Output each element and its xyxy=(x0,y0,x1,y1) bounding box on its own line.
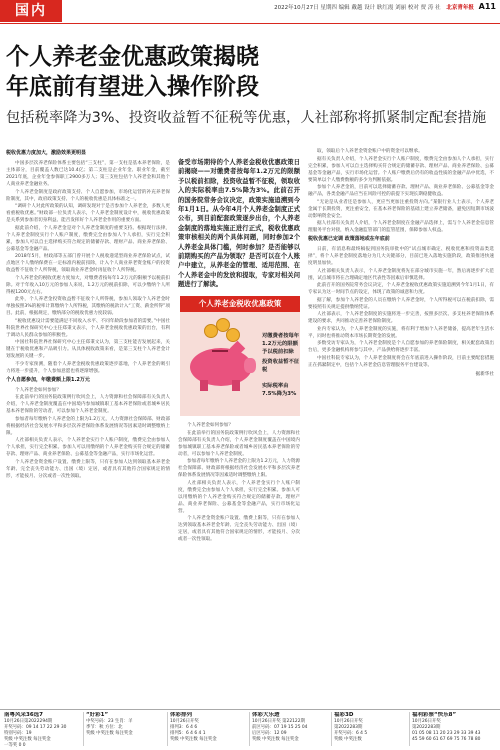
lottery-line: 奖级 中奖注数 每注奖金 xyxy=(252,737,299,742)
lottery-line: 10月26日开奖 xyxy=(412,719,441,724)
lottery-title: 体彩大乐透 xyxy=(252,712,280,718)
lottery-line: 排列3：6 4 6 xyxy=(170,725,198,730)
policy-infobox xyxy=(180,296,300,416)
paragraph: 中国多层次养老保险体系主要包括“三支柱”，第一支柱是基本养老保险，是主体部分，目前覆盖人数已达10.4亿；第二支柱是企业年金、职业年金，截至2021年底，企业年金参保职工2900多万人；第三支柱包括个人养老金和其他个人商业养老金融业务。 xyxy=(6,161,170,187)
paragraph: 不少专家预测，随着个人养老金税收优惠政策逐步落地，个人养老金的吸引力将进一步提升，个人参加意愿也将逐渐增强。 xyxy=(6,361,170,374)
section-tag: 国内 xyxy=(0,0,62,22)
lottery-title: “好彩1” xyxy=(86,712,109,718)
lottery-line: 01 05 08 11 20 23 29 33 39 43 xyxy=(412,731,481,736)
paragraph: 据了解，参加个人养老金的人员在缴纳个人养老金时，个人所得税可以在税前扣除，需要按照有关规定提供缴纳凭证。 xyxy=(308,297,494,310)
paragraph: 人社部相关负责人表示，个人养老金实行个人账户制度，缴费完全由参加人个人承担，实行完全积累。参加人可以用缴纳的个人养老金购买符合规定的储蓄存款、理财产品、商业养老保险、公募基金等金融产品，实行市场化运营。 xyxy=(178,480,300,514)
paragraph: 人社部相关负责人表示，个人养老金制度将先在部分城市实施一年，然后再逐步扩大范围，试点城市将在合理确定地区代表性等因素后审慎选择。 xyxy=(308,268,494,281)
paragraph: 取，领取后个人养老金资金账户中的资金可以继承。 xyxy=(317,149,423,154)
lottery-line: 奖级 中奖注数 xyxy=(334,737,362,742)
lottery-line: 45 59 60 61 67 69 75 76 78 80 xyxy=(412,737,481,742)
article-lead: 备受市场期待的个人养老金税收优惠政策日前揭晓——对缴费者按每年1.2万元的限额予以税前扣除，投资收益暂不征税，领取收入的实际税率由7.5%降为3%。此前召开的国务院常务会议决定，政策实施追溯到今年1月1日。从今年4月个人养老金制度正式公布，到目前配套政策逐步出台，个人养老金制度的落地实施正进行正式，税收优惠政策审核相关的两个具体问题，同时参加2个人养老金具体门槛，何时参加？是否能够以前期购买的产品为领取？是否可以在个人账户中建立，从养老金的管理、适用范围、在个人养老金中的发放和提取，专家对相关问题进行了解读。 xyxy=(178,159,300,289)
infobox-item: 实际税率由7.5%降为3% xyxy=(262,383,297,397)
lottery-line: 中奖号码：23 生肖：羊 xyxy=(86,719,133,724)
lottery-result-box xyxy=(170,712,248,748)
lottery-line: 第2022283期 xyxy=(334,725,363,730)
paragraph: “无论是从业者还是参加人，更应当更加注重投资方向。”某银行业人士表示，个人养老金属于长期投资，更注重安全，在基本养老保险的基础上建立养老储备，避免因短期市场波动影响资金安全。 xyxy=(308,199,494,219)
section-heading: 税收优惠力度加大，激励效果更明显 xyxy=(6,150,87,156)
section-heading: 税收优惠已定调 政策落地或在年底前 xyxy=(308,236,390,242)
headline-line-2: 年底前有望进入操作阶段 xyxy=(6,74,259,100)
bottom-rule xyxy=(0,709,500,710)
paragraph: 参加者每年缴纳个人养老金的上限为1.2万元，人力资源社会保障部、财政部将根据经济社会发展水平和多层次养老保险体系发展情况等因素适时调整缴纳上限。 xyxy=(178,459,300,478)
newspaper-name: 北京青年报 xyxy=(446,5,474,11)
paragraph: “调研个人对此所政策的认知，调研发现对于是否参加个人养老金，多数人更看重税收优惠。”财政部一位负责人表示，个人养老金制度设计中，税收优惠政策是关系到参加者切身利益、能否发挥好个人养老金作用的重要方面。 xyxy=(6,204,170,223)
column-separator xyxy=(83,712,84,746)
headline-line-1: 个人养老金优惠政策揭晓 xyxy=(6,44,259,70)
lottery-result-box xyxy=(4,712,82,748)
lottery-line: 开奖号码：09 14 17 22 29 30 xyxy=(4,725,67,730)
paragraph: “税收优惠设计需要能满足不同收入水平、不同年龄段参加者的需要。”中国社科院世界社保研究中心主任郑秉文表示，个人养老金税收优惠政策的出台，有利于调动人民群众参加的积极性。 xyxy=(6,318,170,338)
header-meta xyxy=(274,3,496,12)
paragraph: 在此前举行的国务院政策例行吹风会上，人力资源和社会保障部有关负责人介绍，个人养老金制度覆盖在中国境内参加城镇职工基本养老保险或者城乡居民基本养老保险的劳动者，可以参加个人养老金制度。 xyxy=(6,395,170,414)
paragraph: 个人养老金如何参加？ xyxy=(187,423,233,428)
coin-icon xyxy=(226,328,240,342)
article-column-left xyxy=(6,148,170,703)
paragraph: 此前召开的国务院常务会议决定，个人养老金税收优惠政策实施追溯到今年1月1日，有专家认为这一时间节点的设定，体现了政策的诚意和力度。 xyxy=(308,283,494,295)
paragraph: 多数受访专家认为，个人养老金制度是个人自愿参加的养老保险制度，相关配套政策出台后，更多金融机构将参与其中，产品供给将逐步丰富。 xyxy=(308,341,494,353)
lottery-line: 前区号码：07 19 15 25 04 xyxy=(252,725,308,730)
lottery-result-box xyxy=(86,712,166,748)
lottery-line: 第2022283期 xyxy=(412,725,441,730)
article-column-middle xyxy=(178,422,300,704)
lottery-line: 10月26日开奖 xyxy=(334,719,363,724)
column-separator xyxy=(331,712,332,746)
piggy-bank-leg xyxy=(232,380,240,391)
paragraph: 中国社科院专家认为，个人养老金制度将会在年底前进入操作阶段，目前主要配套措施正在抓紧制定中，包括个人养老金信息管理服务平台建设等。 xyxy=(308,355,494,368)
page-header xyxy=(0,0,500,22)
piggy-bank-leg xyxy=(200,380,208,391)
lottery-line: 10月26日开奖 第22122期 xyxy=(252,719,305,724)
paragraph: 参加者每年缴纳个人养老金的上限为1.2万元，人力资源社会保障部、财政部将根据经济社会发展水平和多层次养老保险体系发展情况等因素适时调整缴纳上限。 xyxy=(6,416,170,436)
lottery-title: 福彩3D xyxy=(334,712,354,718)
lottery-title: 南粤风采36选7 xyxy=(4,712,43,718)
lottery-result-box xyxy=(412,712,496,748)
header-rule xyxy=(0,23,500,24)
paragraph: 人社部表示，个人养老金制度的实施将进一步完善，按照多层次、多支柱养老保险体系建设的要求，共同推动完善养老保险制度。 xyxy=(308,312,494,324)
lottery-line: 排列5：6 4 6 4 1 xyxy=(170,731,206,736)
lottery-line: 季节：秋 方位：北 xyxy=(86,725,123,730)
paragraph: 参加个人养老金的，目前可以选择储蓄存款、理财产品、商业养老保险、公募基金等金融产品，各类金融产品应当在风险可控的前提下实现长期稳健收益。 xyxy=(308,185,494,197)
paragraph: 个人养老金资金账户设置、缴费上限等，只有在参加人达到领取基本养老金年龄、完全丧失劳动能力、出国（境）定居，或者具有其他符合国家规定的情形，才能按月、分次或者一次性领取。 xyxy=(178,516,300,542)
paragraph: 2018年5月，财政部等五部门曾开展个人税收递延型商业养老保险试点，试点地区个人缴纳保费在一定标准内税前扣除，计入个人商业养老资金账户的投资收益暂不征收个人所得税，领取商业养老金时再征收个人所得税。 xyxy=(6,254,170,273)
column-separator xyxy=(409,712,410,746)
paragraph: 日前，有消息称最终稿报到国务院审批中的“试点城市确定、税收优惠和投资品类选择”，将个人养老金制度落地分为几大关键部分，目前已进入落地实施阶段，政策推进快速度明显加快。 xyxy=(308,247,494,266)
paragraph: 个人养老金资金账户设置、缴费上限等，只有在参加人达到领取基本养老金年龄、完全丧失劳动能力、出国（境）定居，或者具有其他符合国家规定的情形，才能按月、分次或者一次性领取。 xyxy=(6,459,170,479)
piggy-bank-slot xyxy=(212,350,228,352)
lottery-line: 10月26日开奖 xyxy=(170,719,199,724)
infobox-item: 投资收益暂不征税 xyxy=(262,359,300,373)
paragraph: 人社部相关负责人表示，个人养老金实行个人账户制度，缴费完全由参加人个人承担，实行完全积累。参加人可以用缴纳的个人养老金购买符合规定的储蓄存款、理财产品、商业养老保险、公募基金等金融产品，实行市场化运营。 xyxy=(6,438,170,457)
article-column-right xyxy=(308,148,494,705)
infobox-item: 对缴费者按每年1.2万元的限额予以税前扣除 xyxy=(262,333,300,355)
paragraph: 中国社科院世界社保研究中心主任郑秉文认为，第三支柱能否发展起来，关键在于税收优惠和产品吸引力。从具体税收政策来看，是第三支柱个人养老金计划发展的关键一步。 xyxy=(6,340,170,359)
paragraph: 在此前举行的国务院政策例行吹风会上，人力资源和社会保障部有关负责人介绍，个人养老金制度覆盖在中国境内参加城镇职工基本养老保险或者城乡居民基本养老保险的劳动者，可以参加个人养老金制度。 xyxy=(178,430,300,457)
lottery-title: 体彩排列 xyxy=(170,712,193,718)
page-number: A11 xyxy=(478,2,496,11)
header-meta-text: 2022年10月27日 星期四 编辑 戴越 设计 耿红霞 刘丽 校对 贾 涛 社 xyxy=(274,5,441,11)
lottery-title: 福利彩票“快乐8” xyxy=(412,712,457,718)
lottery-result-box xyxy=(252,712,330,748)
infobox-title: 个人养老金税收优惠政策 xyxy=(180,296,300,312)
lottery-line: 奖级 中奖注数 每注奖金 xyxy=(4,737,51,742)
byline: 据新华社 xyxy=(475,371,494,377)
paragraph: 个人养老金如何参加？ xyxy=(15,387,61,393)
paragraph: 个人养老金的税收优惠力度加大，对缴费者按每年1.2万元的限额予以税前扣除。对于年收入10万元的参加人来说，1.2万元的税前扣除，可以少缴纳个人所得税1200元左右。 xyxy=(6,275,170,295)
column-separator xyxy=(167,712,168,746)
section-heading: 个人自愿参加，年缴费额上限1.2万元 xyxy=(6,376,90,383)
subheadline: 包括税率降为3%、投资收益暂不征税等优惠，人社部称将抓紧制定配套措施 xyxy=(6,110,487,126)
lottery-line: 奖级 中奖注数 每注奖金 xyxy=(170,737,217,742)
lottery-line: 开奖号码：6 4 5 xyxy=(334,731,368,736)
lottery-line: 一等奖 0 0 xyxy=(4,743,26,748)
piggy-bank-snout xyxy=(244,358,256,373)
lottery-line: 特别号码：19 xyxy=(4,731,32,736)
lottery-result-box xyxy=(334,712,408,748)
paragraph: 此外，个人养老金投资收益暂不征收个人所得税，参加人领取个人养老金时单独按照3%的税率计算缴纳个人所得税，其缴纳的税款计入“工资、薪金所得”项目。此前，根据规定，缴纳部分的税收优惠力度较弱。 xyxy=(6,297,170,316)
paragraph: 据有关负责人介绍，个人养老金实行个人账户制度，缴费完全由参加人个人承担，实行完全积累，参加人可以自主选择购买符合规定的储蓄存款、理财产品、商业养老保险、公募基金等金融产品，实行市场化运营。个人账户缴费后仍有的收益性质的金融产品中优选，不要简单以个人缴费数额的多少为判断依据。 xyxy=(308,156,494,183)
paragraph: 据此前介绍，个人养老金是对个人养老金制度的重要支持。根据现行法律，个人养老金制度实行个人账户制度，缴费完全由参加人个人承担，实行完全积累，参加人可以自主选择购买符合规定的储蓄存款、理财产品、商业养老保险、公募基金等金融产品。 xyxy=(6,225,170,252)
lottery-line: 10月26日第2022294期 xyxy=(4,719,53,724)
lottery-line: 奖级 中奖注数 每注奖金 xyxy=(86,731,133,736)
paragraph: 据人社部有关负责人介绍，个人养老金制度在金融产品选择上，需与个人养老金信息管理服务平台对接，纳入金融监管部门的监管范围，保障参加人权益。 xyxy=(308,221,494,233)
lottery-line: 后区号码：12 09 xyxy=(252,731,287,736)
paragraph: 个人养老金制度是政府政策支持、个人自愿参加，市场化运营的补充养老保险制度，其中，政府政策支持、个人的税收优惠是具体标准之一。 xyxy=(6,189,170,202)
paragraph: 业内专家认为，个人养老金制度的实施，将有利于增加个人养老储备，提高老年生活水平，同时也将推动资本市场长期资金的发展。 xyxy=(308,326,494,339)
column-separator xyxy=(249,712,250,746)
